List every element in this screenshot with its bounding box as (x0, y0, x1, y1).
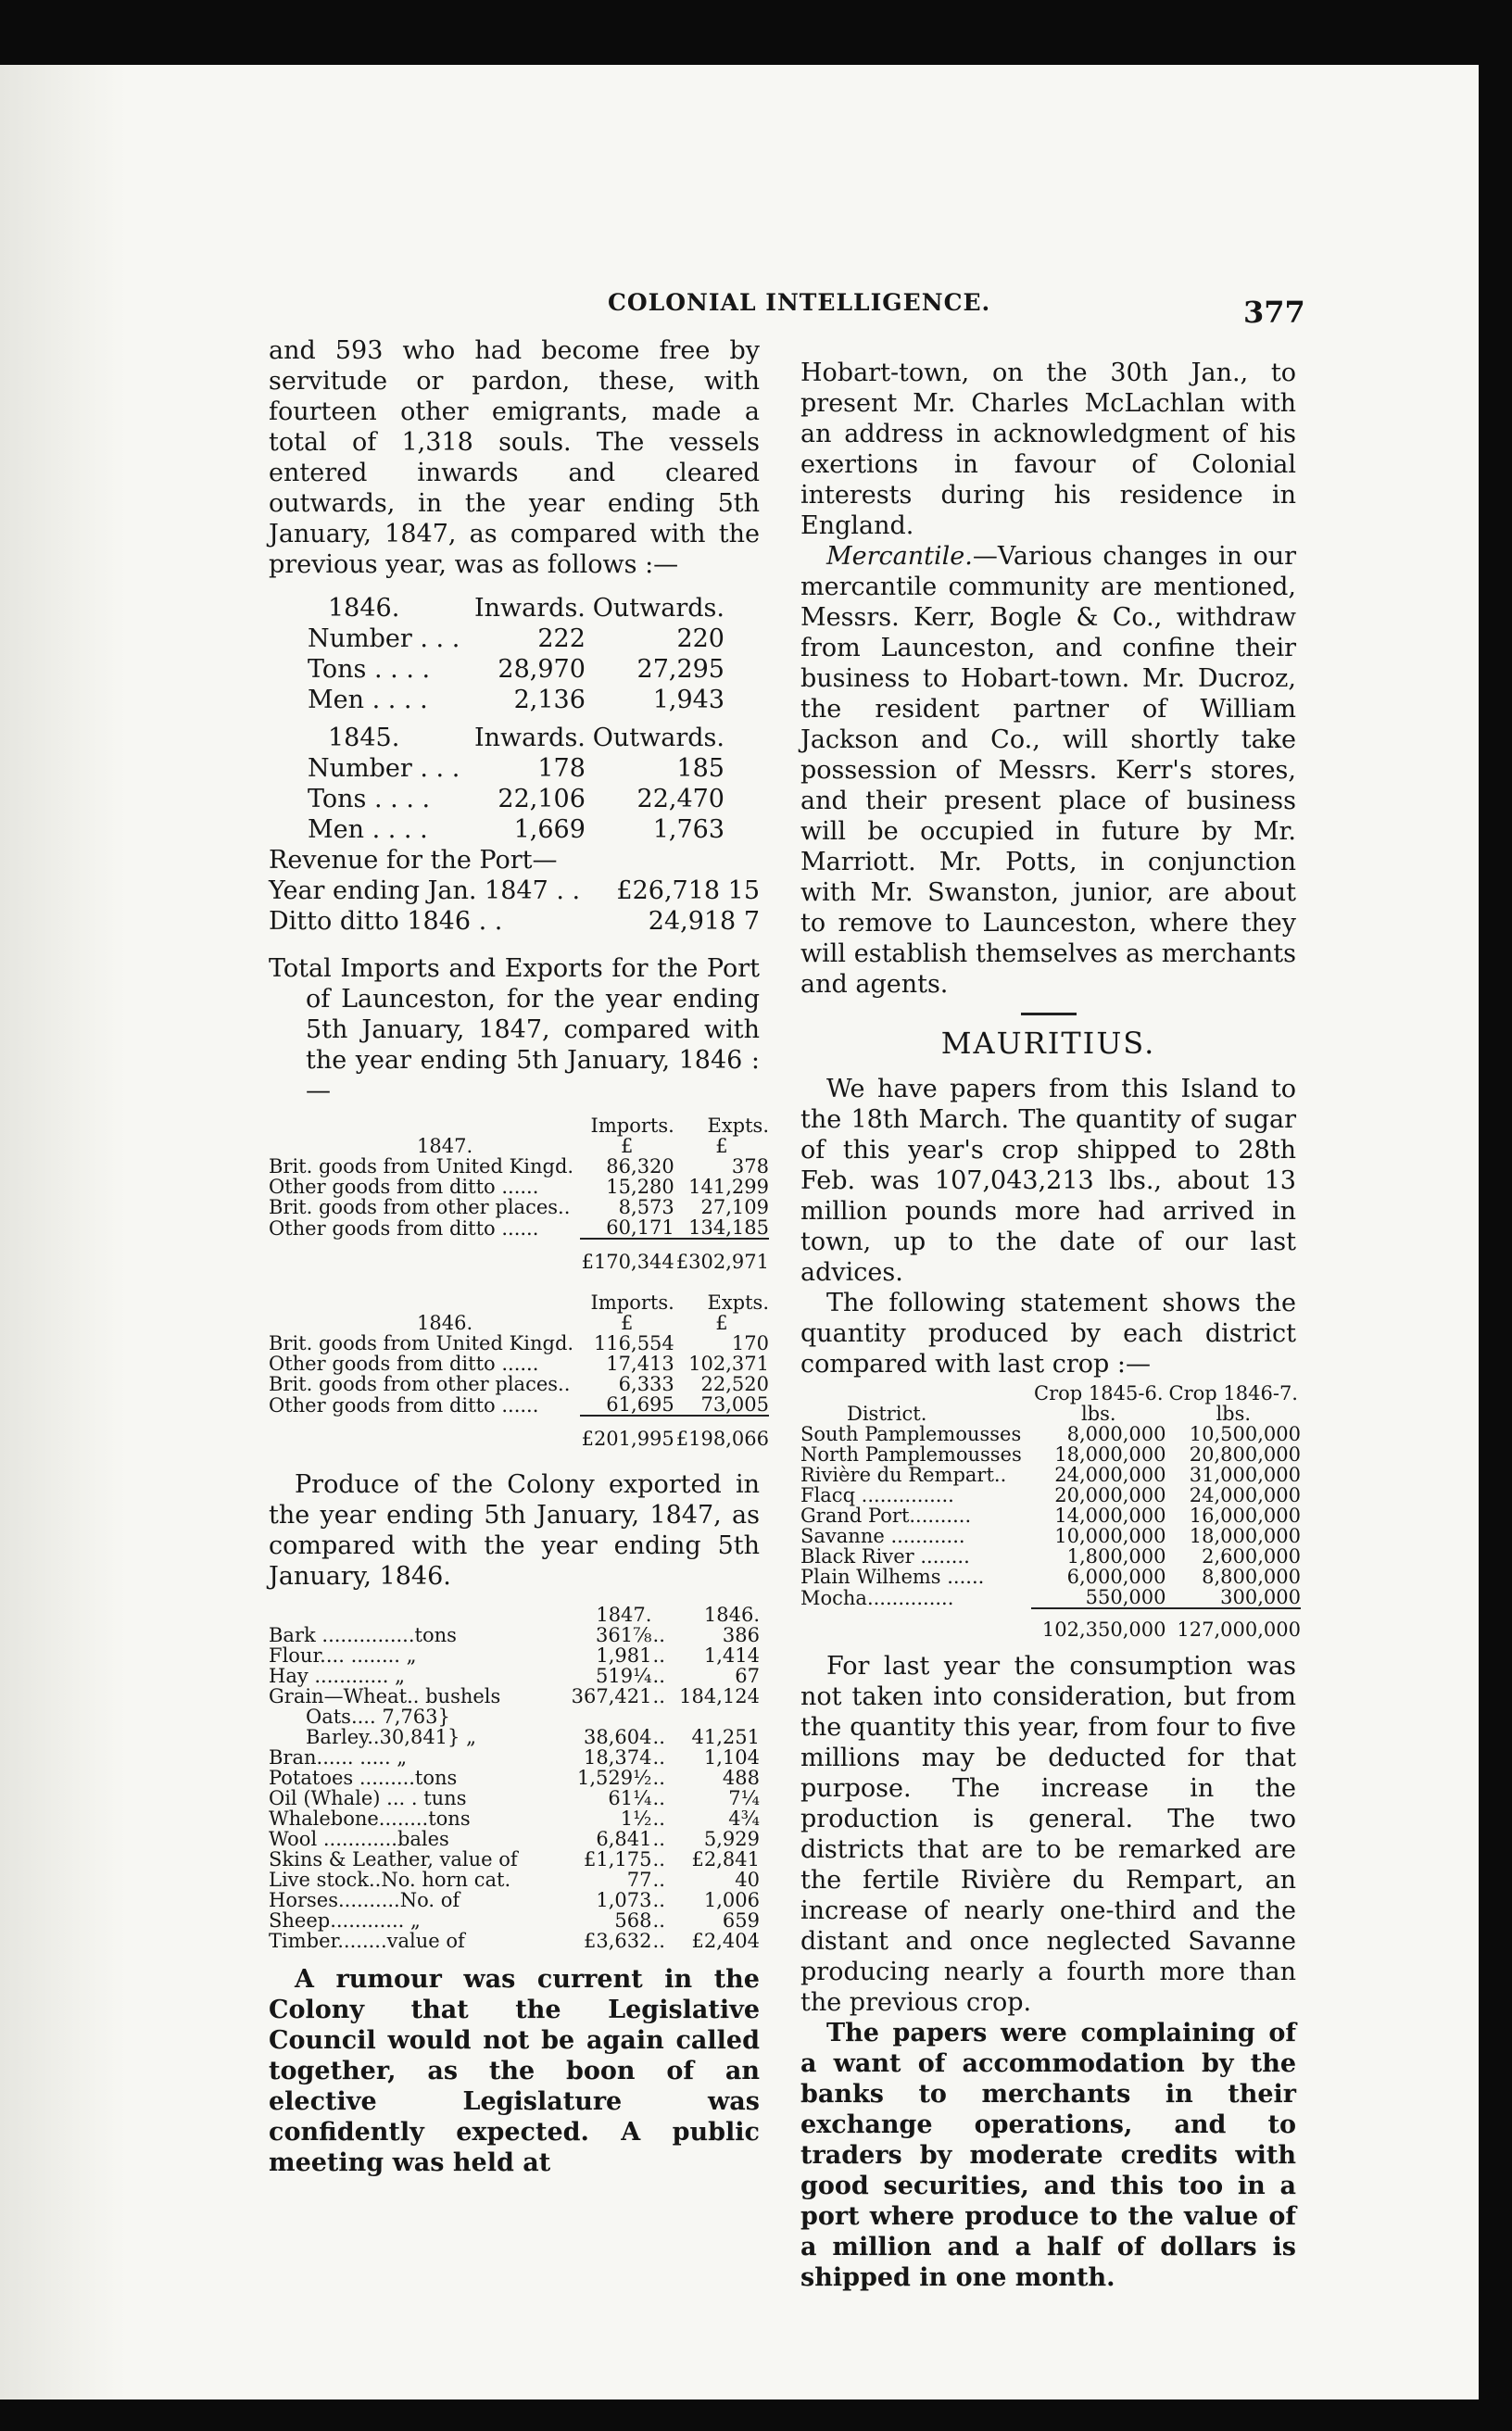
column-header: 1846. (703, 1604, 760, 1626)
right-column (800, 358, 1301, 2293)
column-header: Inwards. (473, 724, 586, 752)
table-row: Brit. goods from other places.. 8,573 27,109 (269, 1196, 769, 1218)
table-row: Live stock..No. horn cat. 77 .. 40 (269, 1869, 760, 1891)
table-row: Mocha.............. 550,000 300,000 (800, 1586, 1301, 1609)
table-row: Hay ............ „ 519¼ .. 67 (269, 1665, 760, 1687)
unit-label: lbs. (1080, 1403, 1116, 1425)
running-title: COLONIAL INTELLIGENCE. (608, 289, 991, 316)
produce-intro: Produce of the Colony exported in the year ending 5th January, 1847, as compared with the year ending 5th January, 1846. (269, 1470, 760, 1591)
column-header: Outwards. (592, 594, 724, 623)
table-row: Whalebone........tons 1½ .. 4¾ (269, 1808, 760, 1830)
table-row: Bran...... ..... „ 18,374 .. 1,104 (269, 1746, 760, 1769)
table-row: Rivière du Rempart.. 24,000,000 31,000,000 (800, 1464, 1301, 1486)
hobart-paragraph: Hobart-town, on the 30th Jan., to present Mr. Charles McLachlan with an address in acknowledgment of his exertions in favour of Colonial interests during his residence in England. (800, 359, 1296, 540)
table-row: Timber........value of £3,632 .. £2,404 (269, 1930, 760, 1952)
table-row: Sheep............ „ 568 .. 659 (269, 1909, 760, 1932)
page-number: 377 (1243, 295, 1305, 330)
table-total-row: £170,344 £302,971 (581, 1251, 769, 1273)
mercantile-paragraph: Mercantile.—Various changes in our mercantile community are mentioned, Messrs. Kerr, Bogle & Co., withdraw from Launceston, and confine their business to Hobart-town. Mr. Ducroz, the resident partner of William Jackson and Co., will shortly take possession of Messrs. Kerr's stores, and their present place of business will be occupied in future by Mr. Marriott. Mr. Potts, in conjunction with Mr. Swanston, junior, are about to remove to Launceston, where they will establish themselves as merchants and agents. (800, 542, 1296, 999)
table-row: Year ending Jan. 1847 . . £26,718 15 (269, 876, 760, 905)
table-row: North Pamplemousses 18,000,000 20,800,000 (800, 1443, 1301, 1466)
imports-table-1846 (269, 1292, 769, 1449)
table-row: Number . . . 178 185 (308, 754, 724, 783)
column-header: Inwards. (473, 594, 586, 623)
table-row: Barley..30,841} „ 38,604 .. 41,251 (306, 1726, 760, 1748)
intro-paragraph: and 593 who had become free by servitude or pardon, these, with fourteen other emigrants, made a total of 1,318 souls. The vessels entered inwards and cleared outwards, in the year ending 5th January, 1847, as compared with the previous year, was as follows :— (269, 336, 760, 579)
page-binding-shadow (0, 65, 126, 2400)
table-row: Brit. goods from other places.. 6,333 22,520 (269, 1373, 769, 1395)
table-year: 1845. (328, 724, 400, 752)
table-row: Bark ...............tons 361⅞ .. 386 (269, 1624, 760, 1646)
column-header: Outwards. (592, 724, 724, 752)
table-total-row: 102,350,000 127,000,000 (1041, 1619, 1301, 1641)
table-year: 1847. (417, 1135, 473, 1157)
currency-symbol: £ (715, 1135, 728, 1157)
mauritius-paragraph: The following statement shows the quantity produced by each district compared with last crop :— (800, 1289, 1296, 1379)
mauritius-paragraph: We have papers from this Island to the 18th March. The quantity of sugar of this year's crop shipped to 28th Feb. was 107,043,213 lbs., about 13 million pounds more had arrived in town, up to the date of our last advices. (800, 1075, 1296, 1287)
table-row: Men . . . . 2,136 1,943 (308, 686, 724, 714)
rumour-paragraph: A rumour was current in the Colony that the Legislative Council would not be again called together, as the boon of an elective Legislature was confidently expected. A public meeting was held at (269, 1965, 760, 2177)
column-header: District. (847, 1403, 927, 1425)
shipping-table-1845 (308, 723, 724, 845)
imports-intro: Total Imports and Exports for the Port of Launceston, for the year ending 5th January, 1847, compared with the year ending 5th January, 1846 :— (269, 954, 760, 1105)
table-year: 1846. (417, 1312, 473, 1334)
unit-label: lbs. (1216, 1403, 1252, 1425)
table-row: South Pamplemousses 8,000,000 10,500,000 (800, 1423, 1301, 1445)
currency-symbol: £ (715, 1312, 728, 1334)
column-header: Crop 1846-7. (1168, 1382, 1298, 1404)
left-column (269, 335, 769, 2178)
section-title: MAURITIUS. (940, 1026, 1156, 1061)
table-row: Tons . . . . 28,970 27,295 (308, 655, 724, 684)
produce-table (269, 1605, 760, 1951)
table-row: Men . . . . 1,669 1,763 (308, 815, 724, 844)
column-header: Expts. (707, 1115, 769, 1137)
column-header: Crop 1845-6. (1034, 1382, 1164, 1404)
table-row: Oats.... 7,763} (306, 1706, 450, 1728)
table-row: Grand Port.......... 14,000,000 16,000,000 (800, 1505, 1301, 1527)
table-row: Other goods from ditto ...... 60,171 134,185 (269, 1216, 769, 1240)
table-row: Wool ............bales 6,841 .. 5,929 (269, 1828, 760, 1850)
table-row: Flour.... ........ „ 1,981 .. 1,414 (269, 1644, 760, 1667)
table-row: Horses..........No. of 1,073 .. 1,006 (269, 1889, 760, 1911)
table-row: Potatoes .........tons 1,529½ .. 488 (269, 1767, 760, 1789)
mauritius-paragraph: The papers were complaining of a want of accommodation by the banks to merchants in their exchange operations, and to traders by moderate credits with good securities, and this too in a port where produce to the value of a million and a half of dollars is shipped in one month. (800, 2019, 1296, 2292)
column-header: Imports. (590, 1291, 674, 1314)
currency-symbol: £ (621, 1312, 634, 1334)
table-row: Brit. goods from United Kingd. 86,320 378 (269, 1155, 769, 1178)
table-row: Flacq ............... 20,000,000 24,000,000 (800, 1484, 1301, 1506)
table-row: Other goods from ditto ...... 61,695 73,005 (269, 1393, 769, 1417)
table-row: Grain—Wheat.. bushels 367,421 .. 184,124 (269, 1685, 760, 1707)
table-total-row: £201,995 £198,066 (581, 1428, 769, 1450)
column-header: 1847. (596, 1604, 652, 1626)
table-row: Plain Wilhems ...... 6,000,000 8,800,000 (800, 1566, 1301, 1588)
shipping-table-1846 (308, 593, 724, 715)
revenue-title: Revenue for the Port— (269, 846, 558, 875)
table-row: Black River ........ 1,800,000 2,600,000 (800, 1545, 1301, 1568)
table-row: Savanne ............ 10,000,000 18,000,000 (800, 1525, 1301, 1547)
mauritius-paragraph: For last year the consumption was not taken into consideration, but from the quantity this year, from four to five millions may be deducted for that purpose. The increase in the production is general. The two districts that are to be remarked are the fertile Rivière du Rempart, an increase of nearly one-third and the distant and once neglected Savanne producing nearly a fourth more than the previous crop. (800, 1652, 1296, 2017)
table-row: Brit. goods from United Kingd. 116,554 170 (269, 1332, 769, 1354)
revenue-table (269, 875, 760, 937)
table-row: Tons . . . . 22,106 22,470 (308, 785, 724, 813)
table-row: Ditto ditto 1846 . . 24,918 7 (269, 907, 760, 936)
table-row: Other goods from ditto ...... 17,413 102,371 (269, 1353, 769, 1375)
table-year: 1846. (328, 594, 400, 623)
section-divider (1021, 1013, 1077, 1015)
column-header: Expts. (707, 1291, 769, 1314)
mercantile-label: Mercantile. (826, 542, 973, 571)
table-row: Skins & Leather, value of £1,175 .. £2,841 (269, 1848, 760, 1870)
imports-table-1847 (269, 1115, 769, 1272)
table-row: Oil (Whale) ... . tuns 61¼ .. 7¼ (269, 1787, 760, 1809)
table-row: Number . . . 222 220 (308, 624, 724, 653)
crop-table (800, 1383, 1301, 1640)
table-row: Other goods from ditto ...... 15,280 141,299 (269, 1176, 769, 1198)
currency-symbol: £ (621, 1135, 634, 1157)
column-header: Imports. (590, 1115, 674, 1137)
